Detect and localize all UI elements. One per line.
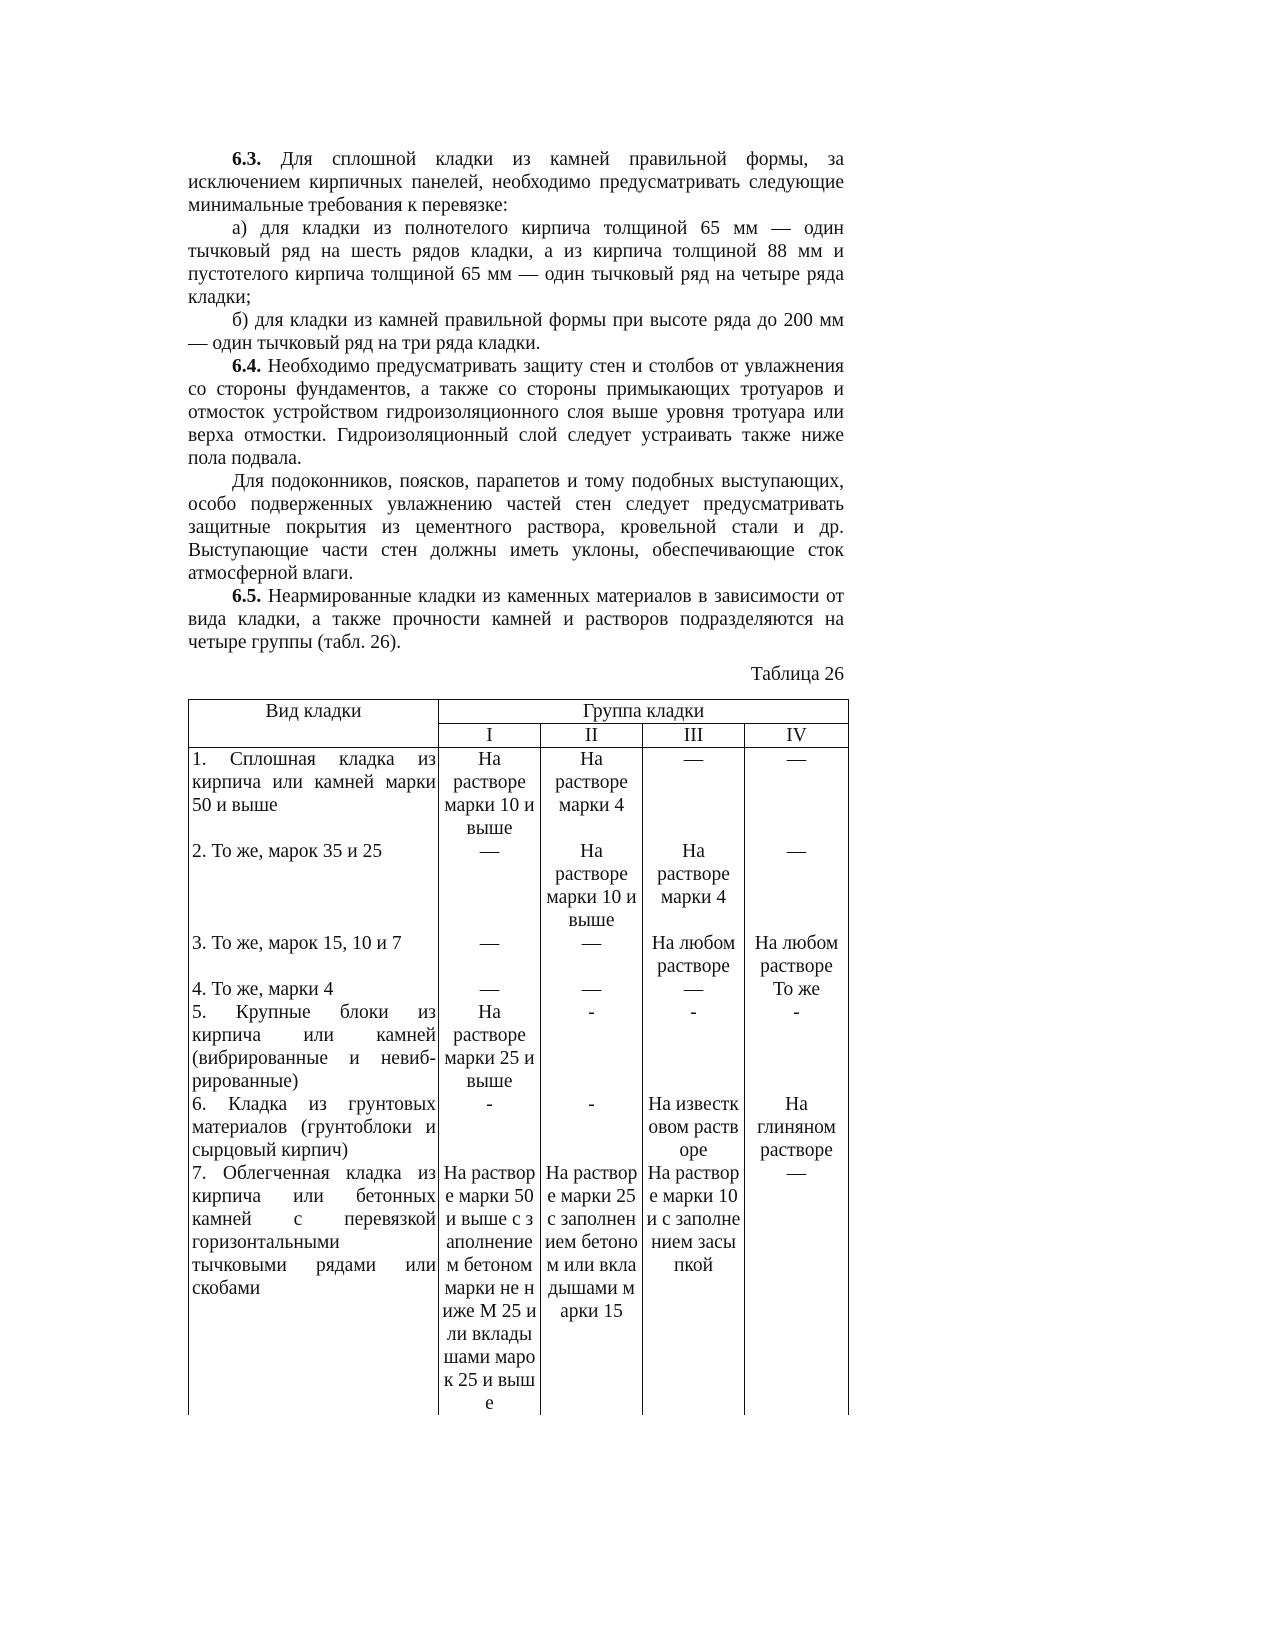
- masonry-group-table: [188, 699, 849, 1415]
- cell-kind: 6. Кладка из грунтовых материалов (грунтоблоки и сырцовый кирпич): [189, 1093, 439, 1162]
- clause-number: 6.4.: [232, 356, 262, 377]
- table-row: [189, 840, 849, 932]
- cell-group-3: На растворе марки 4: [643, 840, 745, 932]
- header-group-3: III: [643, 724, 745, 748]
- cell-group-3: На любом растворе: [643, 932, 745, 978]
- clause-number: 6.5.: [232, 586, 262, 607]
- cell-group-1: -: [439, 1093, 541, 1162]
- cell-group-2: -: [541, 1093, 643, 1162]
- cell-group-1: На растворе марки 25 и выше: [439, 1001, 541, 1093]
- paragraph-6-3-a: а) для кладки из полнотелого кирпича толщиной 65 мм — один тычковый ряд на шесть рядов кладки, а из кирпича толщиной 88 мм и пустотелого кирпича толщиной 65 мм — один тычковый ряд на четыре ряда кладки;: [188, 218, 844, 308]
- document-page: [188, 148, 844, 1415]
- cell-group-3: —: [643, 748, 745, 841]
- cell-group-1: —: [439, 840, 541, 932]
- cell-kind: 5. Крупные блоки из кирпича или камней (вибрированные и невиб-рированные): [189, 1001, 439, 1093]
- cell-group-1: —: [439, 932, 541, 978]
- paragraph-6-3-b: б) для кладки из камней правильной формы при высоте ряда до 200 мм — один тычковый ряд на три ряда кладки.: [188, 310, 844, 354]
- paragraph-text: Для сплошной кладки из камней правильной формы, за исключением кирпичных панелей, необходимо предусматривать следующие минимальные требования к перевязке:: [188, 149, 844, 216]
- paragraph-6-5: [188, 585, 844, 654]
- paragraph-6-4-b: Для подоконников, поясков, парапетов и тому подобных выступающих, особо подверженных увлажнению частей стен следует предусматривать защитные покрытия из цементного раствора, кровельной стали и др. Выступающие части стен должны иметь уклоны, обеспечивающие сток атмосферной влаги.: [188, 471, 844, 584]
- cell-group-3: —: [643, 978, 745, 1001]
- cell-group-4: То же: [745, 978, 849, 1001]
- cell-kind: 2. То же, марок 35 и 25: [189, 840, 439, 932]
- header-group-4: IV: [745, 724, 849, 748]
- header-group-2: II: [541, 724, 643, 748]
- table-row: [189, 1162, 849, 1415]
- cell-group-2: На растворе марки 4: [541, 748, 643, 841]
- cell-group-1: На растворе марки 50 и выше с заполнением бетоном марки не ниже М 25 или вкладышами марок 25 и выше: [439, 1162, 541, 1415]
- cell-kind: 3. То же, марок 15, 10 и 7: [189, 932, 439, 978]
- cell-group-4: -: [745, 1001, 849, 1093]
- cell-kind: 1. Сплошная кладка из кирпича или камней марки 50 и выше: [189, 748, 439, 841]
- cell-group-4: —: [745, 748, 849, 841]
- cell-group-1: —: [439, 978, 541, 1001]
- table-row: [189, 748, 849, 841]
- table-row: [189, 1001, 849, 1093]
- cell-group-4: На глиняном растворе: [745, 1093, 849, 1162]
- cell-group-2: На растворе марки 25 с заполнением бетоном или вкладышами марки 15: [541, 1162, 643, 1415]
- table-header-row: [189, 700, 849, 724]
- cell-group-3: На растворе марки 10 и с заполнением засыпкой: [643, 1162, 745, 1415]
- cell-group-2: —: [541, 932, 643, 978]
- cell-kind: 7. Облегченная кладка из кирпича или бетонных камней с перевязкой горизонтальными тычковыми рядами или скобами: [189, 1162, 439, 1415]
- table-row: [189, 978, 849, 1001]
- clause-number: 6.3.: [232, 149, 262, 170]
- paragraph-6-4: [188, 355, 844, 470]
- cell-group-2: На растворе марки 10 и выше: [541, 840, 643, 932]
- table-caption: Таблица 26: [750, 664, 844, 685]
- paragraph-6-3: [188, 148, 844, 217]
- paragraph-text: Неармированные кладки из каменных материалов в зависимости от вида кладки, а также прочности камней и растворов подразделяются на четыре группы (табл. 26).: [188, 586, 844, 653]
- paragraph-text: Необходимо предусматривать защиту стен и столбов от увлажнения со стороны фундаментов, а также со стороны примыкающих тротуаров и отмосток устройством гидроизоляционного слоя выше уровня тротуара или верха отмостки. Гидроизоляционный слой следует устраивать также ниже пола подвала.: [188, 356, 844, 469]
- header-group: Группа кладки: [439, 700, 849, 724]
- cell-group-4: —: [745, 840, 849, 932]
- cell-group-2: —: [541, 978, 643, 1001]
- cell-group-4: На любом растворе: [745, 932, 849, 978]
- cell-kind: 4. То же, марки 4: [189, 978, 439, 1001]
- cell-group-4: —: [745, 1162, 849, 1415]
- table-row: [189, 932, 849, 978]
- cell-group-1: На растворе марки 10 и выше: [439, 748, 541, 841]
- cell-group-3: На известковом растворе: [643, 1093, 745, 1162]
- header-group-1: I: [439, 724, 541, 748]
- table-row: [189, 1093, 849, 1162]
- header-kind: Вид кладки: [189, 700, 439, 748]
- cell-group-2: -: [541, 1001, 643, 1093]
- cell-group-3: -: [643, 1001, 745, 1093]
